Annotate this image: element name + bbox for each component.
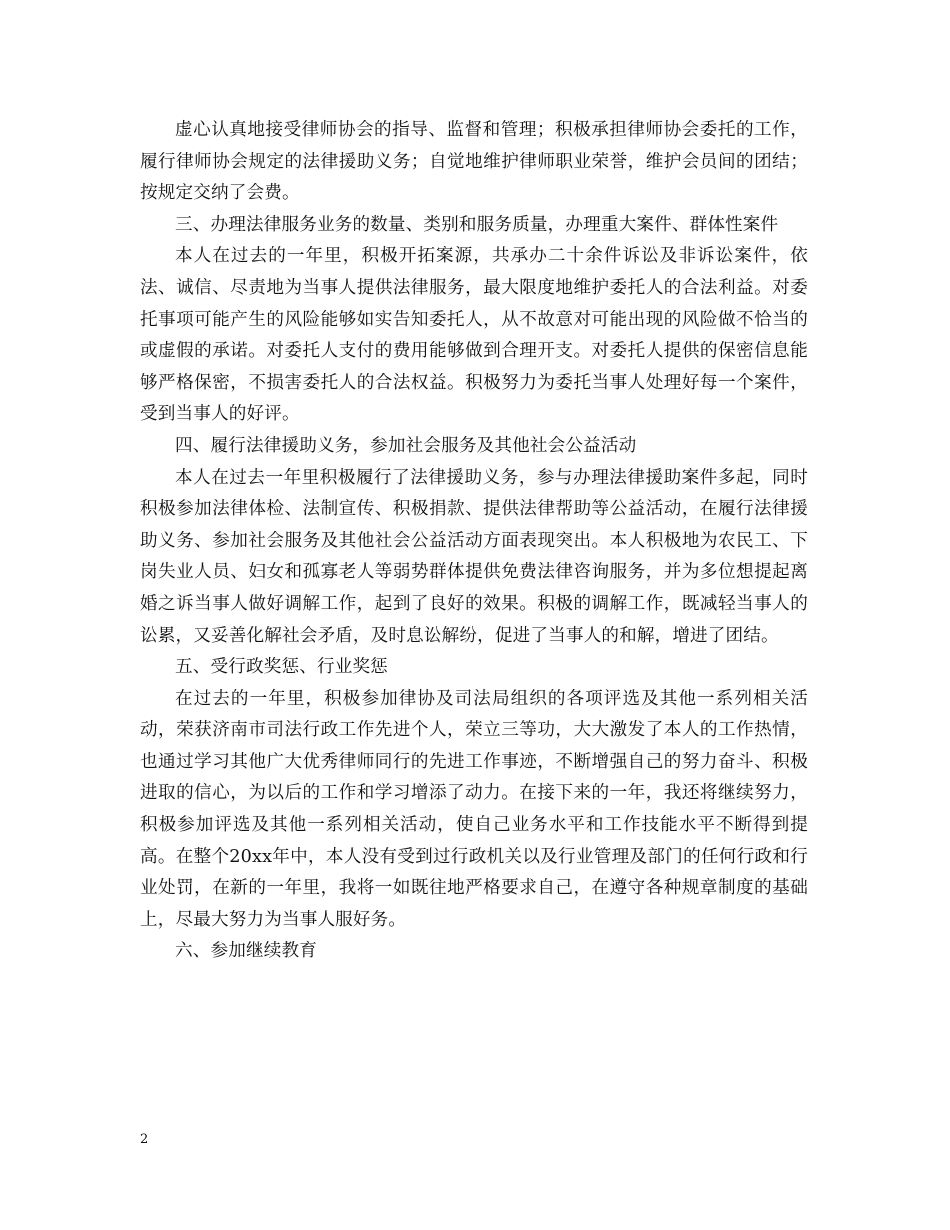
page-number: 2	[140, 1132, 149, 1147]
section-heading-3: 三、办理法律服务业务的数量、类别和服务质量，办理重大案件、群体性案件	[175, 214, 779, 235]
document-body	[140, 115, 808, 968]
paragraph-duties: 虚心认真地接受律师协会的指导、监督和管理；积极承担律师协会委托的工作，履行律师协会规定的法律援助义务；自觉地维护律师职业荣誉，维护会员间的团结；按规定交纳了会费。	[140, 120, 808, 204]
paragraph-awards: 在过去的一年里，积极参加律协及司法局组织的各项评选及其他一系列相关活动，荣获济南市司法行政工作先进个人，荣立三等功，大大激发了本人的工作热情，也通过学习其他广大优秀律师同行的先进工作事迹，不断增强自己的努力奋斗、积极进取的信心，为以后的工作和学习增添了动力。在接下来的一年，我还将继续努力，积极参加评选及其他一系列相关活动，使自己业务水平和工作技能水平不断得到提高。在整个20xx年中，本人没有受到过行政机关以及行业管理及部门的任何行政和行业处罚，在新的一年里，我将一如既往地严格要求自己，在遵守各种规章制度的基础上，尽最大努力为当事人服好务。	[140, 688, 808, 930]
paragraph-legal-aid: 本人在过去一年里积极履行了法律援助义务，参与办理法律援助案件多起，同时积极参加法律体检、法制宣传、积极捐款、提供法律帮助等公益活动，在履行法律援助义务、参加社会服务及其他社会公益活动方面表现突出。本人积极地为农民工、下岗失业人员、妇女和孤寡老人等弱势群体提供免费法律咨询服务，并为多位想提起离婚之诉当事人做好调解工作，起到了良好的效果。积极的调解工作，既减轻当事人的讼累，又妥善化解社会矛盾，及时息讼解纷，促进了当事人的和解，增进了团结。	[140, 467, 808, 646]
section-heading-4: 四、履行法律援助义务，参加社会服务及其他社会公益活动	[175, 435, 637, 456]
paragraph-cases: 本人在过去的一年里，积极开拓案源，共承办二十余件诉讼及非诉讼案件，依法、诚信、尽责地为当事人提供法律服务，最大限度地维护委托人的合法利益。对委托事项可能产生的风险能够如实告知委托人，从不故意对可能出现的风险做不恰当的或虚假的承诺。对委托人支付的费用能够做到合理开支。对委托人提供的保密信息能够严格保密，不损害委托人的合法权益。积极努力为委托当事人处理好每一个案件，受到当事人的好评。	[140, 246, 808, 425]
section-heading-5: 五、受行政奖惩、行业奖惩	[175, 657, 388, 678]
section-heading-6: 六、参加继续教育	[175, 941, 317, 962]
